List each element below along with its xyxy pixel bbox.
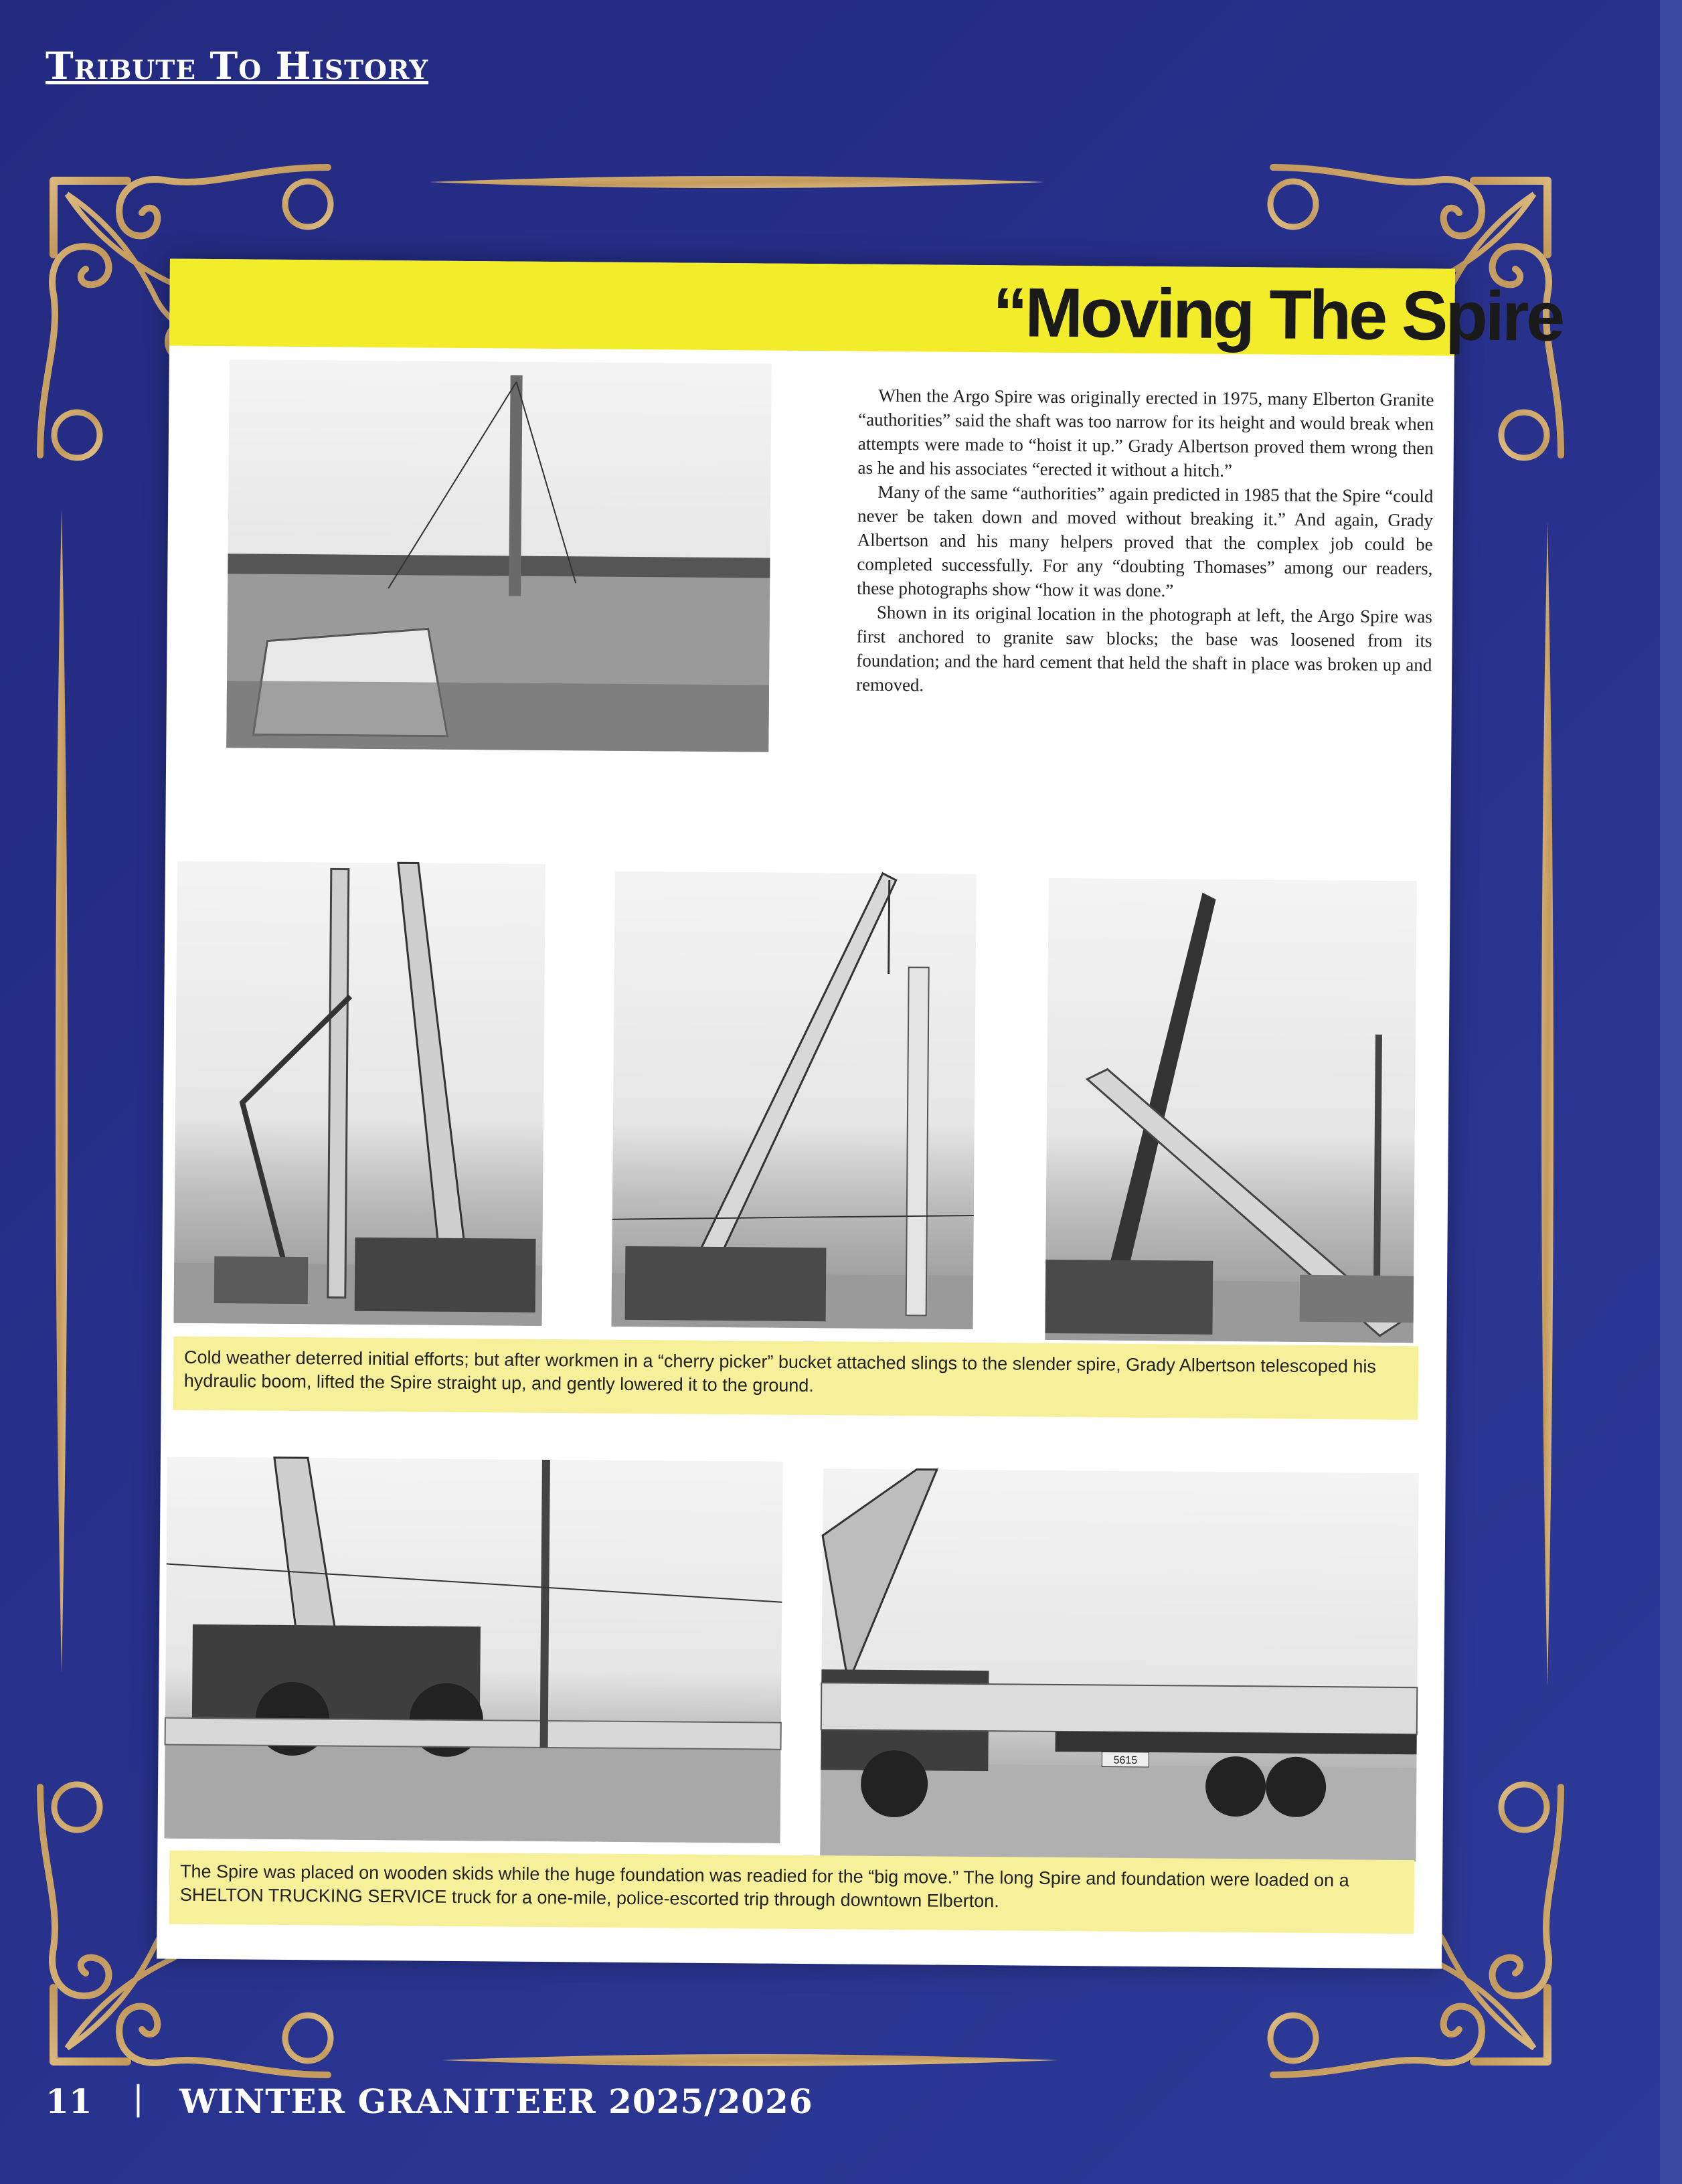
footer-separator: |: [133, 2079, 144, 2118]
photo-trucking-service: [820, 1468, 1419, 1861]
article-paragraph: Many of the same “authorities” again predicted in 1985 that the Spire “could never be taken down and moved without breaking it.” And again, Grady Albertson and his many helpers proved that the complex job could be completed successfully. For any “doubting Thomases” among our readers, these photographs show “how it was done.”: [857, 481, 1434, 601]
caption-truck-photos: The Spire was placed on wooden skids while the huge foundation was readied for the “big move.” The long Spire and foundation were loaded on a SHELTON TRUCKING SERVICE truck for a one-mile, police-escorted trip through downtown Elberton.: [169, 1851, 1414, 1934]
truck-plate-number: 5615: [1113, 1754, 1138, 1766]
article-paragraph: Shown in its original location in the photograph at left, the Argo Spire was first anchored to granite saw blocks; the base was loosened from its foundation; and the hard cement that held the shaft in place was broken up and removed.: [855, 602, 1432, 695]
article-body: [856, 384, 1434, 701]
page-number: 11: [46, 2082, 92, 2121]
photo-cherry-picker: [174, 861, 545, 1326]
photo-crane-lift: [611, 871, 976, 1329]
caption-crane-photos: Cold weather deterred initial efforts; but after workmen in a “cherry picker” bucket attached slings to the slender spire, Grady Albertson telescoped his hydraulic boom, lifted the Spire straight up, and gently lowered it to the ground.: [173, 1337, 1418, 1420]
publication-title: WINTER GRANITEER 2025/2026: [179, 2082, 813, 2121]
headline: “Moving The Spire: [992, 274, 1563, 356]
photo-lowering-spire: [1045, 878, 1416, 1343]
article-paragraph: When the Argo Spire was originally erected in 1975, many Elberton Granite “authorities” said the shaft was too narrow for its height and would break when attempts were made to “hoist it up.” Grady Albertson proved them wrong then as he and his associates “erected it without a hitch.”: [857, 385, 1434, 481]
section-label: Tribute To History: [46, 44, 429, 88]
photo-original-location: [226, 359, 772, 752]
newspaper-clipping: [157, 258, 1563, 1968]
photo-wooden-skids: [164, 1457, 782, 1843]
